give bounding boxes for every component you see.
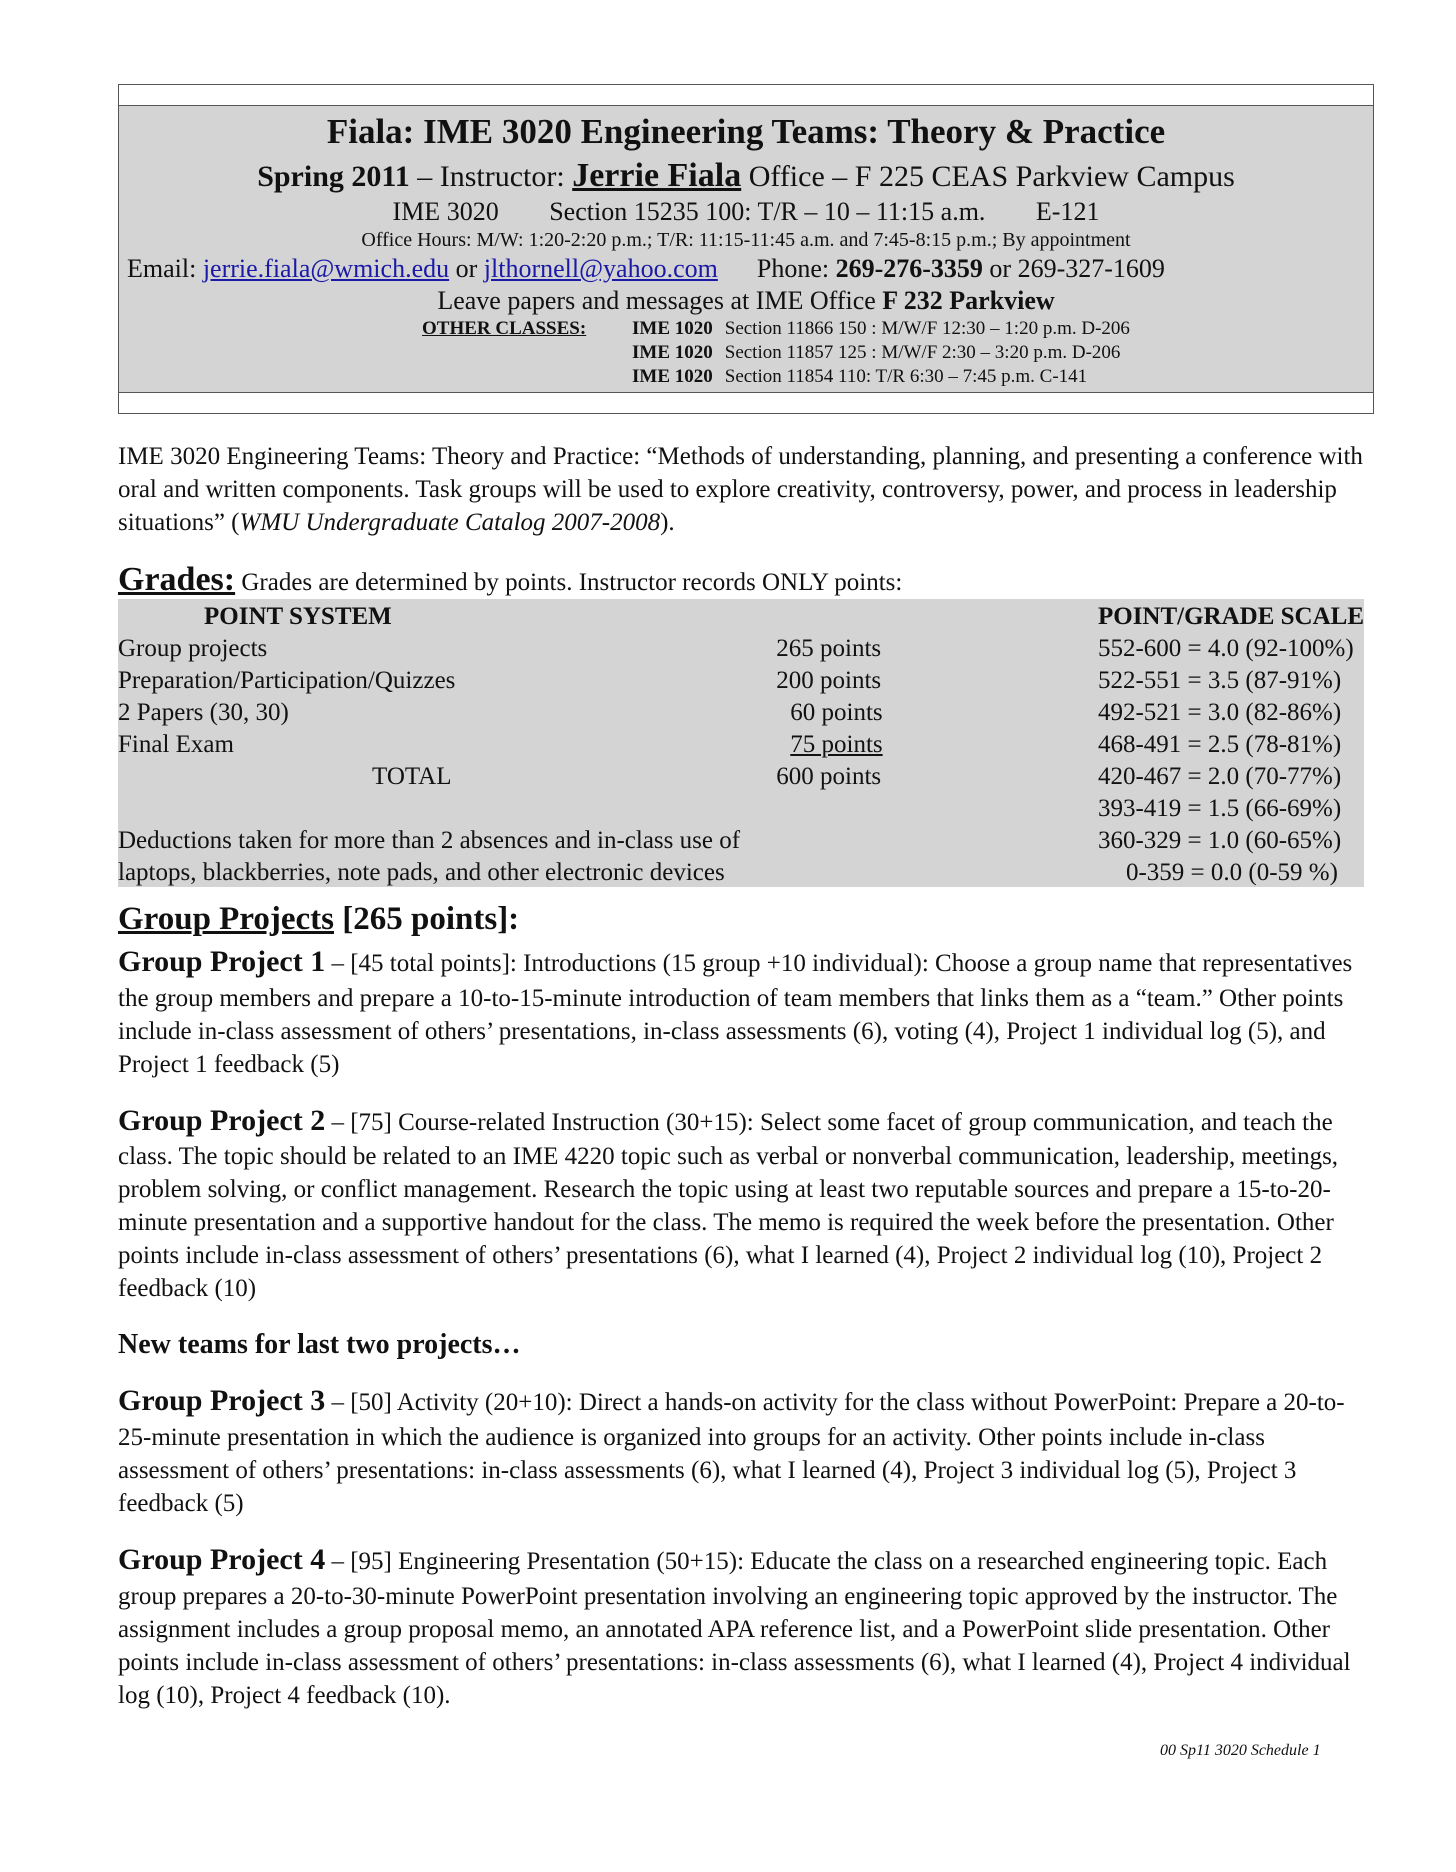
group-projects-title: Group Projects bbox=[118, 901, 334, 938]
project-title: Group Project 2 bbox=[118, 1103, 326, 1137]
term-instructor-line bbox=[127, 156, 1365, 195]
grade-item-name: Preparation/Participation/Quizzes bbox=[118, 667, 456, 695]
deductions-line-1: Deductions taken for more than 2 absences and in-class use of bbox=[118, 827, 741, 855]
phone-secondary: 269-327-1609 bbox=[1017, 254, 1165, 284]
header-content bbox=[119, 106, 1373, 392]
grade-item-name: Group projects bbox=[118, 635, 268, 663]
office-hours: Office Hours: M/W: 1:20-2:20 p.m.; T/R: 11:15-11:45 a.m. and 7:45-8:15 p.m.; By appointment bbox=[361, 229, 1131, 252]
point-system-header: POINT SYSTEM bbox=[204, 603, 392, 631]
term: Spring 2011 bbox=[257, 160, 410, 194]
other-class-info: Section 11866 150 : M/W/F 12:30 – 1:20 p.m. D-206 bbox=[724, 318, 1130, 340]
email-link-secondary[interactable]: jlthornell@yahoo.com bbox=[483, 254, 718, 284]
other-classes-label: OTHER CLASSES: bbox=[422, 318, 587, 340]
grade-item-points: 265 points bbox=[776, 635, 882, 663]
table-row bbox=[118, 855, 1364, 887]
other-class-row bbox=[422, 365, 1365, 389]
project-title: Group Project 4 bbox=[118, 1543, 326, 1577]
section-line bbox=[127, 197, 1365, 227]
grade-scale-entry: 492-521 = 3.0 (82-86%) bbox=[1097, 699, 1342, 727]
section-info: Section 15235 100: T/R – 10 – 11:15 a.m. bbox=[549, 197, 986, 227]
page-footer: 00 Sp11 3020 Schedule 1 bbox=[1160, 1742, 1321, 1759]
grades-intro: Grades are determined by points. Instructor records ONLY points: bbox=[241, 569, 903, 597]
instructor-name: Jerrie Fiala bbox=[572, 157, 742, 195]
description-text: IME 3020 Engineering Teams: Theory and Practice: “Methods of understanding, planning, and presenting a conference with oral and written components. Task groups will be used to explore creativity, controversy, power, and process in leadership situations” ( bbox=[118, 443, 1363, 537]
project-text: – [95] Engineering Presentation (50+15): Educate the class on a researched engineering topic. Each group prepares a 20-to-30-minute PowerPoint presentation involving an engineering topic approved by the instructor. The assignment includes a group proposal memo, an annotated APA reference list, and a PowerPoint slide presentation. Other points include in-class assessment of others’ presentations: in-class assessments (6), what I learned (4), Project 4 individual log (10), Project 4 feedback (10). bbox=[118, 1548, 1351, 1709]
grades-heading-line bbox=[118, 561, 1374, 599]
project-text: – [50] Activity (20+10): Direct a hands-on activity for the class without PowerPoint: Prepare a 20-to-25-minute presentation in which the audience is organized into groups for an activity. Other points include in-class assessment of others’ presentations: in-class assessments (6), what I learned (4), Project 3 individual log (5), Project 3 feedback (5) bbox=[118, 1389, 1345, 1518]
grade-item-points: 75 points bbox=[790, 731, 883, 759]
project-1 bbox=[118, 942, 1374, 1081]
other-class-info: Section 11854 110: T/R 6:30 – 7:45 p.m. C-141 bbox=[724, 365, 1088, 387]
office-location: Office – F 225 CEAS Parkview Campus bbox=[748, 160, 1235, 194]
instructor-label: – Instructor: bbox=[417, 160, 565, 194]
header-box bbox=[118, 84, 1374, 414]
grade-scale-entry: 420-467 = 2.0 (70-77%) bbox=[1097, 763, 1342, 791]
description-source: WMU Undergraduate Catalog 2007-2008 bbox=[239, 509, 661, 537]
other-class-row bbox=[422, 317, 1365, 341]
grade-scale-entry: 360-329 = 1.0 (60-65%) bbox=[1097, 827, 1342, 855]
room: E-121 bbox=[1035, 197, 1100, 227]
project-text: – [45 total points]: Introductions (15 group +10 individual): Choose a group name that representatives the group members and prepare a 10-to-15-minute introduction of team members that links them as a “team.” Other points include in-class assessment of others’ presentations, in-class assessments (6), voting (4), Project 1 individual log (5), and Project 1 feedback (5) bbox=[118, 950, 1353, 1078]
new-teams-note: New teams for last two projects… bbox=[118, 1329, 521, 1361]
grade-scale-entry: 393-419 = 1.5 (66-69%) bbox=[1097, 795, 1342, 823]
other-class-course: IME 1020 bbox=[632, 318, 713, 340]
leave-papers-text: Leave papers and messages at IME Office bbox=[437, 286, 876, 316]
project-4 bbox=[118, 1540, 1374, 1712]
leave-papers-line bbox=[127, 286, 1365, 316]
or-text: or bbox=[989, 254, 1012, 284]
contact-line bbox=[127, 254, 1365, 284]
description-end: ). bbox=[660, 509, 675, 537]
table-row bbox=[118, 695, 1364, 727]
scale-header: POINT/GRADE SCALE bbox=[1097, 603, 1364, 631]
table-row bbox=[118, 631, 1364, 663]
other-class-course: IME 1020 bbox=[632, 365, 713, 387]
group-projects-heading bbox=[118, 901, 1374, 938]
project-title: Group Project 3 bbox=[118, 1384, 326, 1418]
table-row bbox=[118, 791, 1364, 823]
project-text: – [75] Course-related Instruction (30+15): Select some facet of group communication, and teach the class. The topic should be related to an IME 4220 topic such as verbal or nonverbal communication, leadership, meetings, problem solving, or conflict management. Research the topic using at least two reputable sources and prepare a 15-to-20- minute presentation and a supportive handout for the class. The memo is required the week before the presentation. Other points include in-class assessment of others’ presentations (6), what I learned (4), Project 2 individual log (10), Project 2 feedback (10) bbox=[118, 1108, 1339, 1303]
other-class-course: IME 1020 bbox=[632, 341, 713, 363]
table-row bbox=[118, 663, 1364, 695]
total-label: TOTAL bbox=[372, 763, 452, 791]
email-link-primary[interactable]: jerrie.fiala@wmich.edu bbox=[202, 254, 450, 284]
table-row bbox=[118, 599, 1364, 631]
grades-heading: Grades: bbox=[118, 561, 236, 599]
table-row bbox=[118, 727, 1364, 759]
grade-item-points: 60 points bbox=[790, 699, 883, 727]
grade-scale-entry: 552-600 = 4.0 (92-100%) bbox=[1097, 635, 1354, 663]
header-top-strip bbox=[119, 85, 1373, 106]
total-points: 600 points bbox=[776, 763, 882, 791]
phone-label: Phone: bbox=[756, 254, 830, 284]
project-2 bbox=[118, 1101, 1374, 1306]
grade-item-name: 2 Papers (30, 30) bbox=[118, 699, 289, 727]
grade-scale-entry: 468-491 = 2.5 (78-81%) bbox=[1097, 731, 1342, 759]
grade-item-points: 200 points bbox=[776, 667, 882, 695]
email-label: Email: bbox=[127, 254, 197, 284]
grade-item-name: Final Exam bbox=[118, 731, 234, 759]
project-3 bbox=[118, 1381, 1374, 1520]
other-classes bbox=[422, 317, 1365, 388]
group-projects-points: [265 points]: bbox=[342, 901, 520, 938]
table-row bbox=[118, 823, 1364, 855]
syllabus-page bbox=[118, 84, 1374, 1712]
leave-papers-location: F 232 Parkview bbox=[882, 286, 1055, 316]
grades-table bbox=[118, 599, 1364, 887]
course-description bbox=[118, 440, 1374, 539]
other-class-row bbox=[422, 341, 1365, 365]
project-title: Group Project 1 bbox=[118, 945, 326, 979]
course-title: Fiala: IME 3020 Engineering Teams: Theory & Practice bbox=[326, 112, 1166, 151]
header-bottom-strip bbox=[119, 392, 1373, 413]
grade-scale-entry: 522-551 = 3.5 (87-91%) bbox=[1097, 667, 1342, 695]
grade-scale-entry: 0-359 = 0.0 (0-59 %) bbox=[1125, 859, 1338, 887]
course-code: IME 3020 bbox=[392, 197, 499, 227]
or-text: or bbox=[455, 254, 478, 284]
table-row bbox=[118, 759, 1364, 791]
phone-primary: 269-276-3359 bbox=[835, 254, 983, 284]
deductions-line-2: laptops, blackberries, note pads, and other electronic devices bbox=[118, 859, 725, 887]
other-class-info: Section 11857 125 : M/W/F 2:30 – 3:20 p.m. D-206 bbox=[724, 341, 1121, 363]
